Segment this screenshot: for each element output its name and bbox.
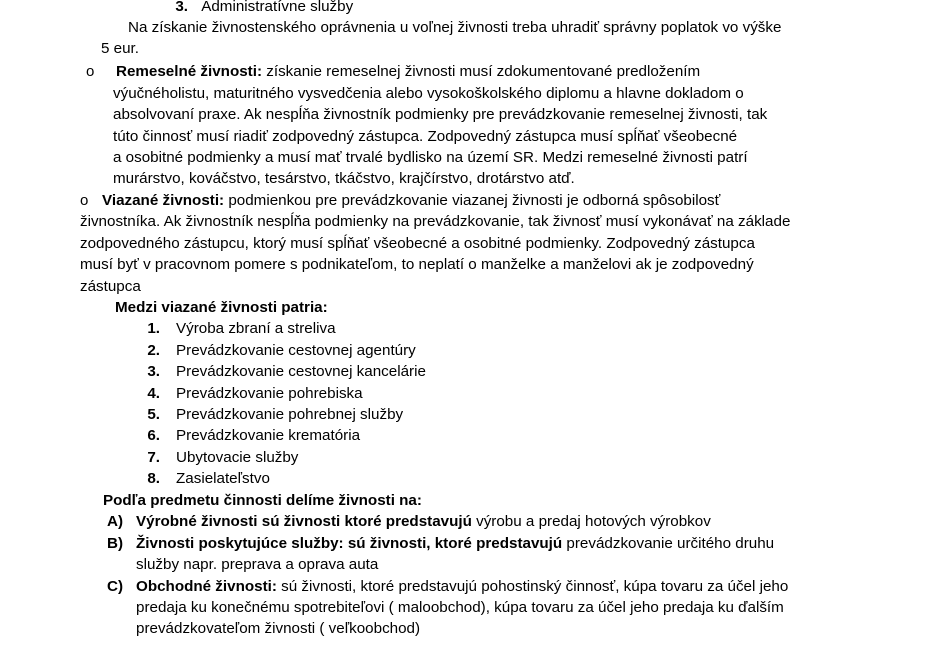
list-letter: A) — [107, 513, 124, 530]
item-b-bold: Živnosti poskytujúce služby: sú živnosti, ktoré predstavujú — [136, 535, 563, 552]
list-item — [132, 318, 336, 339]
remeselne-text: získanie remeselnej živnosti musí zdokumentované predložením — [262, 63, 701, 80]
list-number: 4. — [147, 385, 160, 402]
list-item — [132, 425, 360, 446]
viazane-first-line — [102, 190, 720, 211]
paragraph-line: predaja ku konečnému spotrebiteľovi ( maloobchod), kúpa tovaru za účel jeho predaja ku ďalším — [136, 599, 784, 616]
paragraph-line: 5 eur. — [101, 40, 139, 57]
paragraph-line: Na získanie živnostenského oprávnenia u voľnej živnosti treba uhradiť správny poplatok vo výške — [128, 19, 782, 36]
list-item — [132, 383, 363, 404]
item-c-bold: Obchodné živnosti: — [136, 578, 277, 595]
list-number: 3. — [147, 363, 160, 380]
list-text: Prevádzkovanie pohrebnej služby — [176, 406, 404, 423]
list-text: Prevádzkovanie cestovnej kancelárie — [176, 363, 426, 380]
item-b-text: prevádzkovanie určitého druhu — [562, 535, 775, 552]
section-heading: Medzi viazané živnosti patria: — [115, 299, 328, 316]
item-a-bold: Výrobné živnosti sú živnosti ktoré predstavujú — [136, 513, 472, 530]
list-letter: B) — [107, 535, 124, 552]
list-item — [132, 361, 426, 382]
paragraph-line: túto činnosť musí riadiť zodpovedný zástupca. Zodpovedný zástupca musí spĺňať všeobecné — [113, 128, 738, 145]
viazane-title: Viazané živnosti: — [102, 192, 225, 209]
list-text: Zasielateľstvo — [176, 470, 270, 487]
viazane-text: podmienkou pre prevádzkovanie viazanej živnosti je odborná spôsobilosť — [224, 192, 721, 209]
list-text: Prevádzkovanie cestovnej agentúry — [176, 342, 416, 359]
list-text: Ubytovacie služby — [176, 449, 299, 466]
list-item-b — [136, 533, 774, 554]
list-text: Výroba zbraní a streliva — [176, 320, 336, 337]
list-item-a — [136, 511, 711, 532]
bullet-icon: o — [86, 63, 95, 80]
list-item — [160, 0, 353, 17]
list-number: 7. — [147, 449, 160, 466]
paragraph-line: prevádzkovateľom živnosti ( veľkoobchod) — [136, 620, 421, 637]
list-item-c — [136, 576, 788, 597]
list-letter: C) — [107, 578, 124, 595]
list-item — [132, 340, 416, 361]
list-text: Administratívne služby — [201, 0, 354, 15]
list-number: 6. — [147, 427, 160, 444]
paragraph-line: absolvovaní praxe. Ak nespĺňa živnostník podmienky pre prevádzkovanie remeselnej živnosti, tak — [113, 106, 768, 123]
list-number: 8. — [147, 470, 160, 487]
list-item — [132, 447, 298, 468]
list-number: 3. — [175, 0, 188, 15]
list-number: 2. — [147, 342, 160, 359]
paragraph-line: výučnéholistu, maturitného vysvedčenia alebo vysokoškolského diplomu a hlavne dokladom o — [113, 85, 744, 102]
list-item — [132, 404, 403, 425]
paragraph-line: živnostníka. Ak živnostník nespĺňa podmienky na prevádzkovanie, tak živnosť musí vykonávať na základe — [80, 213, 791, 230]
paragraph-line: a osobitné podmienky a musí mať trvalé bydlisko na území SR. Medzi remeselné živnosti patrí — [113, 149, 748, 166]
list-text: Prevádzkovanie krematória — [176, 427, 361, 444]
paragraph-line: musí byť v pracovnom pomere s podnikateľom, to neplatí o manželke a manželovi ak je zodpovedný — [80, 256, 754, 273]
paragraph-line: služby napr. preprava a oprava auta — [136, 556, 379, 573]
bullet-icon: o — [80, 192, 89, 209]
remeselne-first-line — [116, 61, 700, 82]
paragraph-line: zástupca — [80, 278, 141, 295]
item-c-text: sú živnosti, ktoré predstavujú pohostinský činnosť, kúpa tovaru za účel jeho — [276, 578, 789, 595]
list-text: Prevádzkovanie pohrebiska — [176, 385, 363, 402]
remeselne-title: Remeselné živnosti: — [116, 63, 263, 80]
list-item — [132, 468, 270, 489]
paragraph-line: zodpovedného zástupcu, ktorý musí spĺňať všeobecné a osobitné podmienky. Zodpovedný zástupca — [80, 235, 755, 252]
paragraph-line: murárstvo, kováčstvo, tesárstvo, tkáčstvo, krajčírstvo, drotárstvo atď. — [113, 170, 575, 187]
item-a-text: výrobu a predaj hotových výrobkov — [471, 513, 711, 530]
list-number: 1. — [147, 320, 160, 337]
list-number: 5. — [147, 406, 160, 423]
section-heading: Podľa predmetu činnosti delíme živnosti na: — [103, 492, 422, 509]
